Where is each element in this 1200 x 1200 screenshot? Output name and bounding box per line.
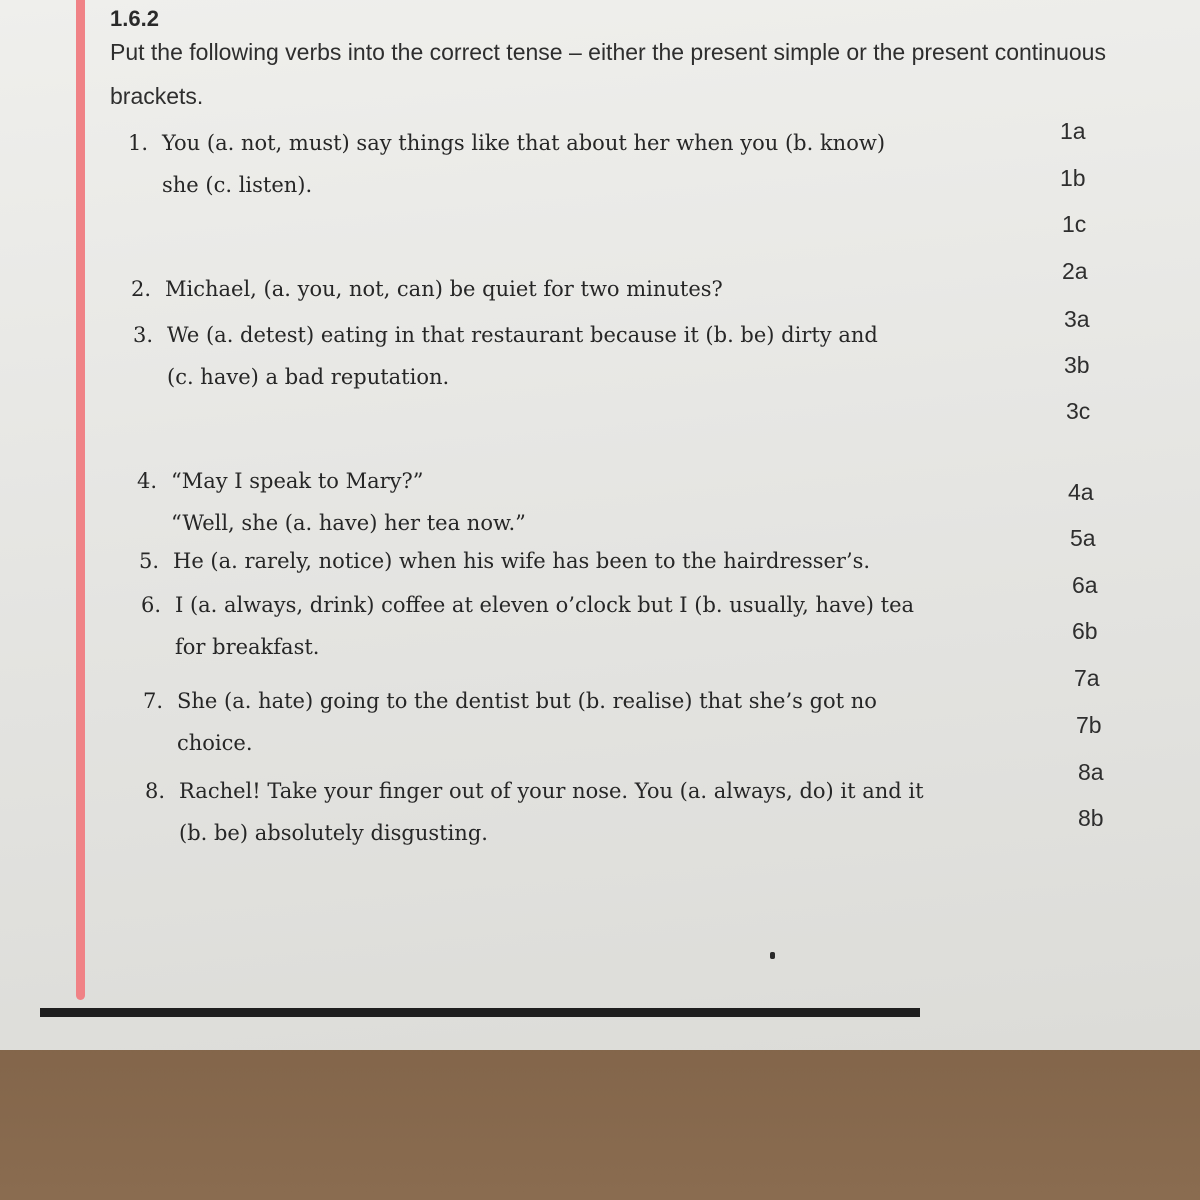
exercise-item-5 <box>139 540 870 582</box>
instructions <box>110 30 1200 118</box>
answer-label: 8b <box>1078 805 1104 831</box>
exercise-number: 1.6.2 <box>110 6 159 31</box>
exercise-item-4 <box>137 460 526 544</box>
item-text: “Well, she (a. have) her tea now.” <box>171 511 526 535</box>
item-text: We (a. detest) eating in that restaurant because it (b. be) dirty and <box>167 323 878 347</box>
item-text: (b. be) absolutely disgusting. <box>179 821 488 845</box>
exercise-item-8 <box>145 770 924 854</box>
item-number: 8. <box>145 779 166 803</box>
instructions-line: brackets. <box>110 83 204 109</box>
answer-label: 7b <box>1076 712 1102 738</box>
answer-label: 4a <box>1068 479 1094 505</box>
exercise-item-3 <box>133 314 878 398</box>
item-text: “May I speak to Mary?” <box>171 469 424 493</box>
bottom-rule <box>40 1008 920 1017</box>
instructions-line: Put the following verbs into the correct tense – either the present simple or the present continuous <box>110 39 1106 65</box>
answer-label: 5a <box>1070 525 1096 551</box>
answer-label: 3b <box>1064 352 1090 378</box>
item-text: she (c. listen). <box>162 173 313 197</box>
exercise-item-7 <box>143 680 877 764</box>
answer-label: 6b <box>1072 618 1098 644</box>
item-text: (c. have) a bad reputation. <box>167 365 450 389</box>
answer-label: 1b <box>1060 165 1086 191</box>
item-text: You (a. not, must) say things like that about her when you (b. know) <box>162 131 886 155</box>
item-number: 2. <box>131 277 152 301</box>
exercise-item-1 <box>128 122 885 206</box>
item-text: for breakfast. <box>175 635 320 659</box>
answer-label: 3c <box>1066 398 1091 424</box>
answer-label: 7a <box>1074 665 1100 691</box>
exercise-item-6 <box>141 584 914 668</box>
answer-label: 6a <box>1072 572 1098 598</box>
item-text: I (a. always, drink) coffee at eleven o’clock but I (b. usually, have) tea <box>175 593 915 617</box>
item-number: 1. <box>128 131 149 155</box>
item-text: choice. <box>177 731 253 755</box>
item-number: 5. <box>139 549 160 573</box>
answer-label: 1c <box>1062 211 1087 237</box>
item-text: Michael, (a. you, not, can) be quiet for two minutes? <box>165 277 723 301</box>
answer-label: 2a <box>1062 258 1088 284</box>
answer-label: 8a <box>1078 759 1104 785</box>
item-number: 7. <box>143 689 164 713</box>
item-text: Rachel! Take your finger out of your nose. You (a. always, do) it and it <box>179 779 924 803</box>
exercise-item-2 <box>131 268 723 310</box>
answer-label: 1a <box>1060 118 1086 144</box>
item-text: She (a. hate) going to the dentist but (b. realise) that she’s got no <box>177 689 877 713</box>
item-text: He (a. rarely, notice) when his wife has been to the hairdresser’s. <box>173 549 871 573</box>
item-number: 4. <box>137 469 158 493</box>
item-number: 3. <box>133 323 154 347</box>
answer-label: 3a <box>1064 306 1090 332</box>
ink-speck <box>770 952 775 959</box>
item-number: 6. <box>141 593 162 617</box>
margin-line <box>76 0 85 1000</box>
